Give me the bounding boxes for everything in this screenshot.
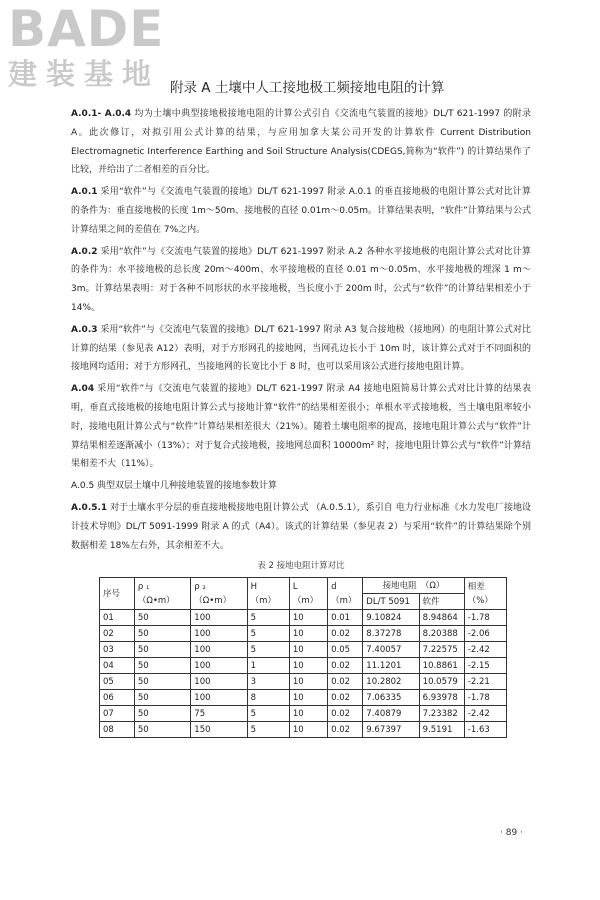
cell-diff: -1.63 xyxy=(464,722,506,738)
cell-dlt5091: 7.40879 xyxy=(363,706,419,722)
cell-rho2: 100 xyxy=(191,674,247,690)
cell-rho1: 50 xyxy=(134,706,190,722)
clause-code: A.04 xyxy=(71,384,95,395)
header-rho2 xyxy=(191,578,247,610)
page-number: · 89 · xyxy=(500,828,523,838)
paragraph-a03 xyxy=(71,321,531,377)
cell-software: 8.20388 xyxy=(419,626,464,642)
cell-rho1: 50 xyxy=(134,674,190,690)
header-d-label: d xyxy=(331,581,337,592)
header-h-unit: （m） xyxy=(250,595,276,606)
table-header-row xyxy=(100,578,507,594)
cell-diff: -2.42 xyxy=(464,706,506,722)
cell-diff: -2.06 xyxy=(464,626,506,642)
page-title: 附录 A 土壤中人工接地极工频接地电阻的计算 xyxy=(170,80,445,96)
cell-rho1: 50 xyxy=(134,642,190,658)
header-l xyxy=(289,578,327,610)
cell-rho2: 100 xyxy=(191,658,247,674)
cell-l: 10 xyxy=(289,658,327,674)
clause-text: 采用“软件”与《交流电气装置的接地》DL/T 621-1997 附录 A4 接地电阻简易计算公式对比计算的结果表明，垂直式接地极的接地电阻计算公式与接地计算“软件”的结果相差很小；单根水平式接地极，当土壤电阻率较小时，接地电阻计算公式与“软件”计算结果相差很大（21%）。随着土壤电阻率的提高，接地电阻计算公式与“软件”计算结果相差逐渐减小（13%）；对于复合式接地极，接地网总面积 10000m² 时，接地电阻计算公式与“软件”计算结果相差不大（11%）。 xyxy=(71,384,531,470)
cell-d: 0.02 xyxy=(328,658,363,674)
resistance-comparison-table xyxy=(99,577,507,738)
cell-seq: 02 xyxy=(100,626,135,642)
paragraph-a01 xyxy=(71,183,531,239)
cell-rho2: 100 xyxy=(191,690,247,706)
paragraph-a02 xyxy=(71,243,531,318)
table-row xyxy=(100,722,507,738)
cell-seq: 06 xyxy=(100,690,135,706)
header-seq: 序号 xyxy=(100,578,135,610)
clause-code: A.0.5.1 xyxy=(71,502,108,513)
document-body xyxy=(71,105,531,738)
cell-rho2: 150 xyxy=(191,722,247,738)
cell-d: 0.02 xyxy=(328,722,363,738)
clause-text: 采用“软件”与《交流电气装置的接地》DL/T 621-1997 附录 A.0.1 的垂直接地极的电阻计算公式对比计算的条件为：垂直接地极的长度 1m～50m、接地极的直径 0.01m～0.05m。计算结果表明，“软件”计算结果与公式计算结果之间的差值在 7%之内。 xyxy=(71,187,531,235)
logo-subtitle: 建装基地 xyxy=(8,57,161,91)
header-rho1 xyxy=(134,578,190,610)
cell-software: 9.5191 xyxy=(419,722,464,738)
cell-d: 0.02 xyxy=(328,690,363,706)
header-rho1-label: ρ ₁ xyxy=(137,581,150,592)
header-d xyxy=(328,578,363,610)
cell-h: 5 xyxy=(247,722,289,738)
table-body xyxy=(100,610,507,738)
clause-code: A.0.1- A.0.4 xyxy=(71,109,132,119)
cell-diff: -2.21 xyxy=(464,674,506,690)
clause-code: A.0.2 xyxy=(71,246,98,257)
cell-dlt5091: 7.40057 xyxy=(363,642,419,658)
cell-software: 7.22575 xyxy=(419,642,464,658)
header-dlt5091: DL/T 5091 xyxy=(363,594,419,610)
cell-d: 0.05 xyxy=(328,642,363,658)
cell-seq: 05 xyxy=(100,674,135,690)
header-h-label: H xyxy=(250,581,258,592)
header-resistance: 接地电阻 （Ω） xyxy=(363,578,465,594)
table-row xyxy=(100,610,507,626)
logo-word: BADE xyxy=(8,0,165,58)
cell-diff: -1.78 xyxy=(464,690,506,706)
header-diff xyxy=(464,578,506,610)
cell-seq: 03 xyxy=(100,642,135,658)
cell-h: 5 xyxy=(247,610,289,626)
cell-diff: -2.42 xyxy=(464,642,506,658)
cell-software: 10.8861 xyxy=(419,658,464,674)
header-l-label: L xyxy=(292,581,298,592)
cell-l: 10 xyxy=(289,674,327,690)
cell-h: 8 xyxy=(247,690,289,706)
header-rho2-label: ρ ₂ xyxy=(194,581,206,592)
cell-dlt5091: 11.1201 xyxy=(363,658,419,674)
table-row xyxy=(100,690,507,706)
cell-rho2: 100 xyxy=(191,610,247,626)
cell-rho1: 50 xyxy=(134,626,190,642)
clause-code: A.0.1 xyxy=(71,187,98,198)
cell-dlt5091: 9.10824 xyxy=(363,610,419,626)
cell-diff: -1.78 xyxy=(464,610,506,626)
cell-seq: 04 xyxy=(100,658,135,674)
cell-dlt5091: 7.06335 xyxy=(363,690,419,706)
cell-rho1: 50 xyxy=(134,610,190,626)
header-diff-label: 相差 xyxy=(467,581,485,592)
header-software: 软件 xyxy=(419,594,464,610)
cell-rho2: 100 xyxy=(191,626,247,642)
cell-rho1: 50 xyxy=(134,690,190,706)
header-diff-unit: （%） xyxy=(467,595,493,606)
table-caption: 表 2 接地电阻计算对比 xyxy=(257,561,345,572)
section-heading-a05: A.0.5 典型双层土壤中几种接地装置的接地参数计算 xyxy=(71,481,278,492)
cell-seq: 07 xyxy=(100,706,135,722)
cell-software: 6.93978 xyxy=(419,690,464,706)
cell-software: 8.94864 xyxy=(419,610,464,626)
header-d-unit: （m） xyxy=(331,595,357,606)
cell-software: 7.23382 xyxy=(419,706,464,722)
cell-rho1: 50 xyxy=(134,722,190,738)
paragraph-a051 xyxy=(71,499,531,555)
cell-l: 10 xyxy=(289,706,327,722)
cell-diff: -2.15 xyxy=(464,658,506,674)
table-row xyxy=(100,642,507,658)
clause-text: 采用“软件”与《交流电气装置的接地》DL/T 621-1997 附录 A3 复合接地极（接地网）的电阻计算公式对比计算的结果（参见表 A12）表明，对于方形网孔的接地网，当网孔边长小于 10m 时，该计算公式对于不同面积的接地网均适用；对于方形网孔，当接地网的长宽比小于 8 时，也可以采用该公式进行接地电阻计算。 xyxy=(71,324,531,373)
table-row xyxy=(100,626,507,642)
cell-h: 5 xyxy=(247,706,289,722)
header-h xyxy=(247,578,289,610)
clause-text: 均为土壤中典型接地极接地电阻的计算公式引自《交流电气装置的接地》DL/T 621-1997 的附录 A。此次修订，对拟引用公式计算的结果，与应用加拿大某公司开发的计算软件 Current Distribution Electromagnetic Interference Earthing and Soil Structure Analysis(CDEGS,简称为“软件”) 的计算结果作了比较，并给出了二者相差的百分比。 xyxy=(71,109,532,176)
cell-seq: 01 xyxy=(100,610,135,626)
cell-l: 10 xyxy=(289,610,327,626)
cell-dlt5091: 9.67397 xyxy=(363,722,419,738)
header-rho2-unit: （Ω•m） xyxy=(194,595,232,606)
cell-h: 5 xyxy=(247,626,289,642)
cell-d: 0.02 xyxy=(328,706,363,722)
clause-text: 采用“软件”与《交流电气装置的接地》DL/T 621-1997 附录 A.2 各种水平接地极的电阻计算公式对比计算的条件为：水平接地极的总长度 20m～400m、水平接地极的直径 0.01 m～0.05m、水平接地极的埋深 1 m～3m。计算结果表明：对于各种不同形状的水平接地极，当长度小于 200m 时，公式与“软件”的计算结果相差小于 14%。 xyxy=(71,246,531,313)
paragraph-a01-a04 xyxy=(71,105,531,180)
cell-h: 5 xyxy=(247,642,289,658)
clause-code: A.0.3 xyxy=(71,324,98,335)
table-row xyxy=(100,674,507,690)
cell-rho2: 75 xyxy=(191,706,247,722)
cell-rho2: 100 xyxy=(191,642,247,658)
cell-d: 0.02 xyxy=(328,674,363,690)
cell-l: 10 xyxy=(289,626,327,642)
cell-l: 10 xyxy=(289,690,327,706)
cell-l: 10 xyxy=(289,722,327,738)
clause-text: 对于土壤水平分层的垂直接地极接地电阻计算公式 （A.0.5.1），系引自 电力行业标准《水力发电厂接地设计技术导则》DL/T 5091-1999 附录 A 的式（A4）。该式的计算结果（参见表 2）与采用“软件”的计算结果除个别数据相差 18%左右外，其余相差不大。 xyxy=(71,502,531,551)
paragraph-a04 xyxy=(71,380,531,474)
cell-h: 1 xyxy=(247,658,289,674)
cell-rho1: 50 xyxy=(134,658,190,674)
cell-seq: 08 xyxy=(100,722,135,738)
header-l-unit: （m） xyxy=(292,595,319,606)
header-rho1-unit: （Ω•m） xyxy=(137,595,175,606)
table-row xyxy=(100,706,507,722)
table-row xyxy=(100,658,507,674)
cell-h: 3 xyxy=(247,674,289,690)
cell-software: 10.0579 xyxy=(419,674,464,690)
cell-dlt5091: 8.37278 xyxy=(363,626,419,642)
cell-l: 10 xyxy=(289,642,327,658)
cell-d: 0.01 xyxy=(328,610,363,626)
cell-dlt5091: 10.2802 xyxy=(363,674,419,690)
bade-logo xyxy=(8,0,183,91)
cell-d: 0.02 xyxy=(328,626,363,642)
